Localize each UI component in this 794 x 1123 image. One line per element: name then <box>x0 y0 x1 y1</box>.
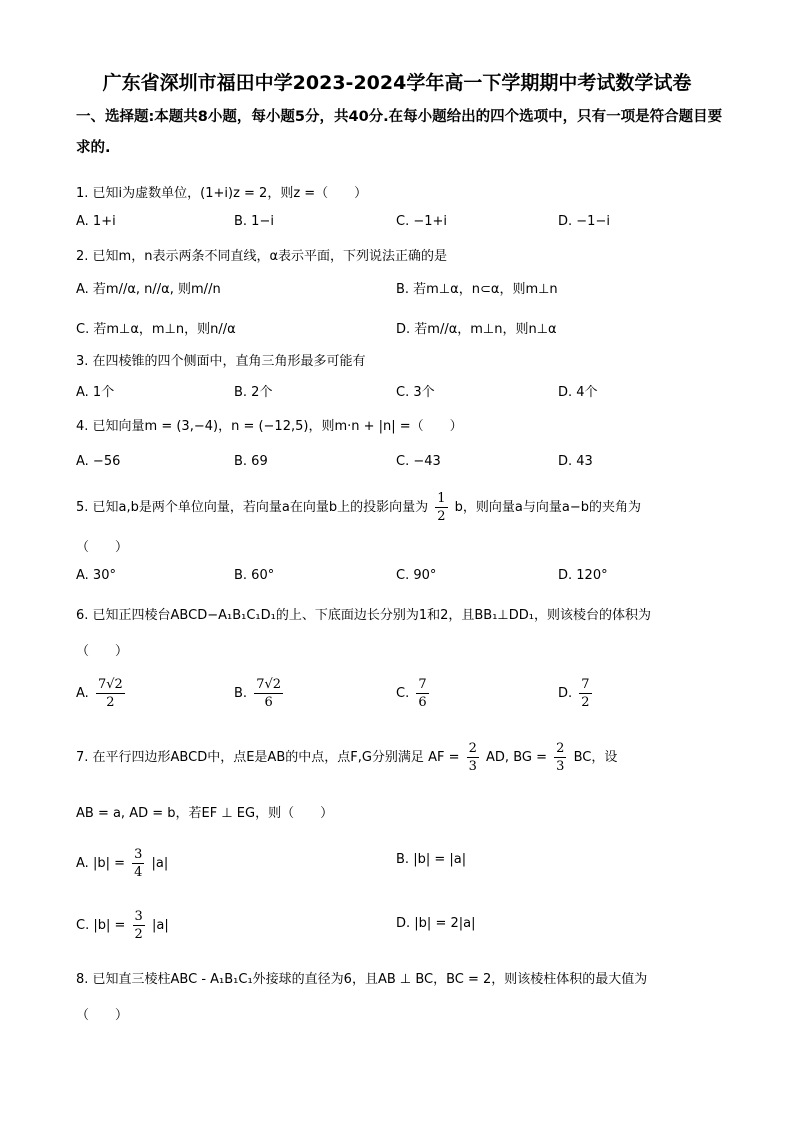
q8-answer-blank: （ ） <box>76 1008 129 1023</box>
question-4-stem: 4. 已知向量m = (3,−4)，n = (−12,5)，则m·n + |n| =（ ） <box>76 419 463 434</box>
page-title: 广东省深圳市福田中学2023-2024学年高一下学期期中考试数学试卷 <box>102 72 692 94</box>
q2-option-c: C. 若m⊥α，m⊥n，则n//α <box>76 322 236 337</box>
question-6-stem: 6. 已知正四棱台ABCD−A₁B₁C₁D₁的上、下底面边长分别为1和2，且BB₁⊥DD₁，则该棱台的体积为 <box>76 608 651 623</box>
q6-option-a-fraction <box>96 676 125 711</box>
q4-option-a: A. −56 <box>76 454 121 469</box>
q6-a-num: 7√2 <box>97 677 123 692</box>
q3-option-c: C. 3个 <box>396 385 435 400</box>
q7-option-d <box>396 916 475 931</box>
q5-frac-num: 1 <box>437 491 446 506</box>
q6-option-c <box>396 676 432 711</box>
q6-option-b-label: B. <box>234 686 248 701</box>
q7-option-a <box>76 846 168 881</box>
q5-option-c: C. 90° <box>396 568 437 583</box>
q6-option-b <box>234 676 286 711</box>
q7-frac1-den: 3 <box>468 759 477 774</box>
q7-c-den: 2 <box>134 927 143 942</box>
q7-a-pre: |b| = <box>92 856 125 871</box>
q3-option-d: D. 4个 <box>558 385 598 400</box>
q5-fraction <box>435 490 447 525</box>
q6-answer-blank: （ ） <box>76 644 129 659</box>
q5-frac-den: 2 <box>437 509 446 524</box>
q6-option-d-fraction <box>579 676 591 711</box>
q7-ad-bg: AD, BG = <box>486 750 547 765</box>
q5-option-b: B. 60° <box>234 568 275 583</box>
q6-c-den: 6 <box>418 695 427 710</box>
q2-option-d: D. 若m//α，m⊥n，则n⊥α <box>396 322 557 337</box>
q7-option-c-label: C. <box>76 918 90 933</box>
q7-b-text: |b| = |a| <box>413 852 467 867</box>
q7-option-a-fraction <box>132 846 144 881</box>
q2-option-b: B. 若m⊥α，n⊂α，则m⊥n <box>396 282 558 297</box>
q5-stem-text: 5. 已知a,b是两个单位向量，若向量a在向量b上的投影向量为 <box>76 500 429 515</box>
q7-option-b <box>396 852 466 867</box>
q5-answer-blank: （ ） <box>76 540 129 555</box>
q7-bc: BC，设 <box>573 750 618 765</box>
question-3-stem: 3. 在四棱锥的四个侧面中，直角三角形最多可能有 <box>76 354 366 369</box>
section-header: 一、选择题:本题共8小题，每小题5分，共40分.在每小题给出的四个选项中，只有一项是符合题目要求的. <box>76 109 723 156</box>
q7-stem-line2: AB = a, AD = b，若EF ⊥ EG，则（ ） <box>76 806 334 821</box>
q7-option-c-fraction <box>133 908 145 943</box>
q6-c-num: 7 <box>418 677 427 692</box>
q6-option-c-label: C. <box>396 686 410 701</box>
q7-fraction-2 <box>554 740 566 775</box>
q6-a-den: 2 <box>106 695 115 710</box>
question-2-stem: 2. 已知m，n表示两条不同直线，α表示平面，下列说法正确的是 <box>76 249 448 264</box>
q6-b-den: 6 <box>264 695 273 710</box>
q4-option-d: D. 43 <box>558 454 593 469</box>
q4-option-b: B. 69 <box>234 454 268 469</box>
q5-stem-tail: b，则向量a与向量a−b的夹角为 <box>454 500 642 515</box>
q7-a-post: |a| <box>151 856 169 871</box>
q2-option-a: A. 若m//α, n//α, 则m//n <box>76 282 221 297</box>
q1-option-b: B. 1−i <box>234 214 274 229</box>
q7-d-text: |b| = 2|a| <box>414 916 476 931</box>
q7-option-a-label: A. <box>76 856 89 871</box>
q7-c-post: |a| <box>151 918 169 933</box>
q7-option-b-label: B. <box>396 852 410 867</box>
q6-option-a-label: A. <box>76 686 89 701</box>
q7-a-den: 4 <box>134 865 143 880</box>
q6-d-den: 2 <box>581 695 590 710</box>
q7-option-d-label: D. <box>396 916 411 931</box>
q7-fraction-1 <box>467 740 479 775</box>
q7-frac2-den: 3 <box>556 759 565 774</box>
q6-option-d <box>558 676 595 711</box>
question-7-stem <box>76 740 617 775</box>
q3-option-b: B. 2个 <box>234 385 273 400</box>
q6-b-num: 7√2 <box>256 677 282 692</box>
q6-option-d-label: D. <box>558 686 573 701</box>
q7-c-pre: |b| = <box>93 918 126 933</box>
q6-option-b-fraction <box>254 676 283 711</box>
q7-option-c <box>76 908 169 943</box>
q7-stem-text: 7. 在平行四边形ABCD中，点E是AB的中点，点F,G分别满足 <box>76 750 424 765</box>
q1-option-a: A. 1+i <box>76 214 116 229</box>
q7-frac1-num: 2 <box>468 741 477 756</box>
q7-a-num: 3 <box>134 847 143 862</box>
q7-c-num: 3 <box>134 909 143 924</box>
q1-option-c: C. −1+i <box>396 214 448 229</box>
q7-frac2-num: 2 <box>556 741 565 756</box>
q6-option-a <box>76 676 128 711</box>
q4-option-c: C. −43 <box>396 454 441 469</box>
q6-d-num: 7 <box>581 677 590 692</box>
question-5-stem <box>76 490 641 525</box>
q6-option-c-fraction <box>416 676 428 711</box>
q1-option-d: D. −1−i <box>558 214 610 229</box>
q5-option-d: D. 120° <box>558 568 608 583</box>
question-1-stem: 1. 已知i为虚数单位，(1+i)z = 2，则z =（ ） <box>76 186 368 201</box>
q5-option-a: A. 30° <box>76 568 116 583</box>
q7-af: AF = <box>428 750 460 765</box>
q3-option-a: A. 1个 <box>76 385 115 400</box>
question-8-stem: 8. 已知直三棱柱ABC - A₁B₁C₁外接球的直径为6，且AB ⊥ BC，BC = 2，则该棱柱体积的最大值为 <box>76 972 648 987</box>
